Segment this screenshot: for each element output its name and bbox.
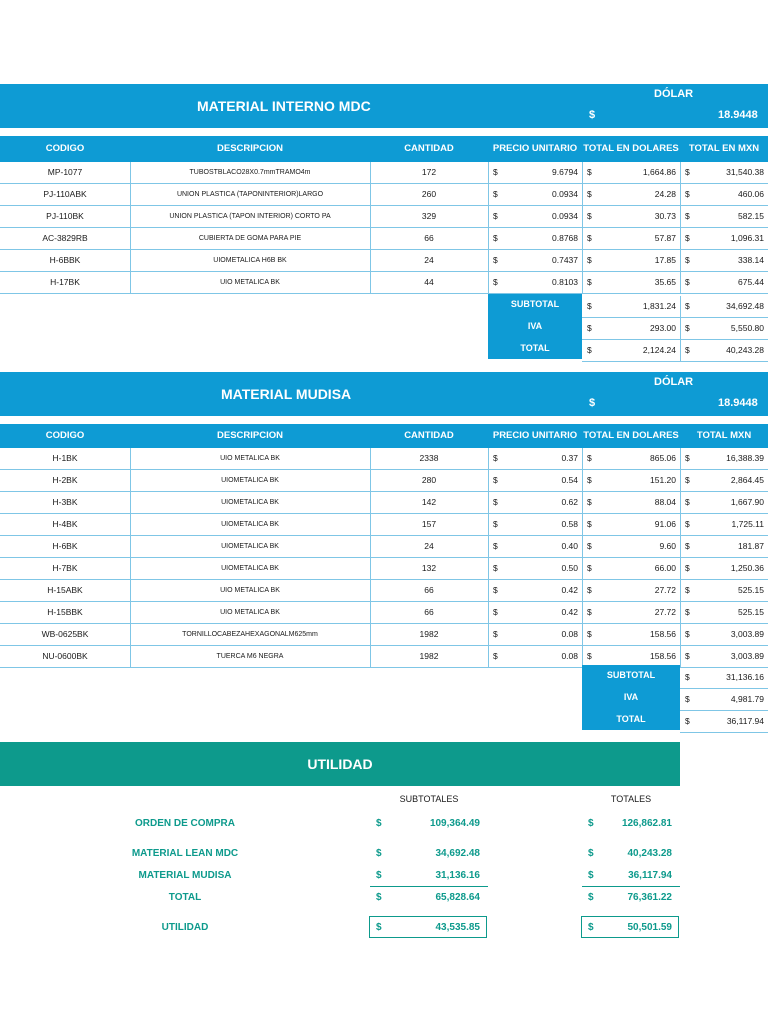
utilidad-title-bar [0, 742, 680, 786]
currency-symbol: $ [493, 541, 498, 551]
currency-symbol: $ [685, 497, 690, 507]
header-precio: PRECIO UNITARIO [492, 143, 578, 154]
utilidad-total: 50,501.59 [627, 922, 672, 933]
cell-total-dolares: 24.28 [654, 189, 676, 199]
header-codigo: CODIGO [45, 143, 85, 154]
header-descripcion: DESCRIPCION [217, 143, 283, 154]
cell-codigo: AC-3829RB [42, 233, 88, 243]
divider [370, 886, 488, 887]
section2-dolar-label: DÓLAR [654, 376, 694, 388]
cell-descripcion: UIO METALICA BK [220, 609, 280, 616]
currency-symbol: $ [685, 255, 690, 265]
currency-symbol: $ [685, 541, 690, 551]
summary-row [582, 318, 768, 340]
column-divider [582, 602, 583, 623]
column-divider [488, 228, 489, 249]
utilidad-total: 76,361.22 [627, 892, 672, 903]
cell-total-dolares: 865.06 [650, 453, 676, 463]
currency-symbol: $ [493, 255, 498, 265]
currency-symbol: $ [587, 167, 592, 177]
utilidad-subtotal-box [369, 916, 487, 938]
summary-mxn: 36,117.94 [726, 716, 764, 726]
table-row [0, 624, 768, 646]
column-divider [680, 340, 681, 361]
header-total-mxn: TOTAL MXN [696, 430, 752, 441]
column-divider [582, 624, 583, 645]
currency-symbol: $ [493, 629, 498, 639]
currency-symbol: $ [588, 922, 594, 933]
section1-total-label: TOTAL [520, 343, 550, 353]
cell-codigo: H-7BK [52, 563, 78, 573]
utilidad-total: 36,117.94 [628, 870, 672, 881]
currency-symbol: $ [587, 189, 592, 199]
currency-symbol: $ [587, 497, 592, 507]
currency-symbol: $ [493, 167, 498, 177]
currency-symbol: $ [685, 607, 690, 617]
cell-total-dolares: 27.72 [654, 585, 676, 595]
cell-total-dolares: 30.73 [654, 211, 676, 221]
cell-total-mxn: 3,003.89 [730, 651, 764, 661]
utilidad-total: 126,862.81 [621, 818, 672, 829]
currency-symbol: $ [493, 453, 498, 463]
utilidad-row-label: MATERIAL MUDISA [138, 870, 232, 881]
section2-iva-label: IVA [623, 692, 639, 702]
utilidad-title: UTILIDAD [307, 756, 373, 772]
currency-symbol: $ [493, 475, 498, 485]
cell-total-dolares: 1,664.86 [642, 167, 676, 177]
cell-total-dolares: 57.87 [654, 233, 676, 243]
currency-symbol: $ [376, 922, 382, 933]
cell-precio: 0.0934 [552, 211, 578, 221]
table-row [0, 536, 768, 558]
cell-cantidad: 280 [421, 475, 437, 485]
cell-total-dolares: 88.04 [654, 497, 676, 507]
column-divider [488, 492, 489, 513]
cell-codigo: H-6BK [52, 541, 78, 551]
cell-total-mxn: 181.87 [738, 541, 764, 551]
cell-codigo: H-15BBK [47, 607, 83, 617]
summary-mxn: 5,550.80 [730, 323, 764, 333]
cell-cantidad: 157 [421, 519, 437, 529]
cell-codigo: H-4BK [52, 519, 78, 529]
column-divider [488, 448, 489, 469]
currency-symbol: $ [685, 585, 690, 595]
cell-codigo: WB-0625BK [41, 629, 89, 639]
summary-mxn: 4,981.79 [730, 694, 764, 704]
cell-cantidad: 2338 [419, 453, 439, 463]
divider [582, 886, 680, 887]
cell-total-mxn: 1,250.36 [730, 563, 764, 573]
header-precio: PRECIO UNITARIO [492, 430, 578, 441]
column-divider [582, 250, 583, 271]
section2-title-bar [0, 372, 768, 416]
cell-codigo: PJ-110ABK [43, 189, 87, 199]
cell-precio: 0.40 [561, 541, 578, 551]
currency-symbol: $ [587, 345, 592, 355]
summary-mxn: 31,136.16 [726, 672, 764, 682]
currency-symbol: $ [587, 519, 592, 529]
column-divider [488, 624, 489, 645]
cell-total-mxn: 1,667.90 [730, 497, 764, 507]
currency-symbol: $ [587, 607, 592, 617]
cell-codigo: NU-0600BK [42, 651, 88, 661]
currency-symbol: $ [587, 541, 592, 551]
cell-precio: 0.7437 [552, 255, 578, 265]
column-divider [680, 162, 681, 183]
column-divider [582, 492, 583, 513]
column-divider [680, 602, 681, 623]
column-divider [488, 184, 489, 205]
table-row [0, 250, 768, 272]
currency-symbol: $ [685, 716, 690, 726]
header-codigo: CODIGO [45, 430, 85, 441]
table-row [0, 184, 768, 206]
cell-descripcion: UIOMETALICA BK [221, 521, 279, 528]
currency-symbol: $ [588, 870, 594, 881]
currency-symbol: $ [493, 233, 498, 243]
cell-total-mxn: 1,096.31 [730, 233, 764, 243]
cell-cantidad: 24 [424, 255, 434, 265]
utilidad-total-box [581, 916, 679, 938]
table-row [0, 470, 768, 492]
summary-dolares: 293.00 [650, 323, 676, 333]
cell-precio: 0.8768 [552, 233, 578, 243]
currency-symbol: $ [685, 233, 690, 243]
cell-codigo: H-15ABK [47, 585, 83, 595]
section1-subtotal-label: SUBTOTAL [510, 299, 560, 309]
currency-symbol: $ [685, 672, 690, 682]
currency-symbol: $ [587, 301, 592, 311]
header-descripcion: DESCRIPCION [217, 430, 283, 441]
cell-precio: 0.0934 [552, 189, 578, 199]
currency-symbol: $ [493, 189, 498, 199]
cell-descripcion: UIO METALICA BK [220, 587, 280, 594]
cell-descripcion: UIO METALICA BK [220, 455, 280, 462]
column-divider [680, 646, 681, 667]
column-divider [680, 624, 681, 645]
cell-descripcion: UIOMETALICA BK [221, 499, 279, 506]
currency-symbol: $ [685, 211, 690, 221]
currency-symbol: $ [685, 277, 690, 287]
column-divider [680, 250, 681, 271]
cell-codigo: H-1BK [52, 453, 78, 463]
column-divider [488, 536, 489, 557]
column-divider [582, 206, 583, 227]
cell-cantidad: 260 [421, 189, 437, 199]
cell-descripcion: UIOMETALICA BK [221, 565, 279, 572]
cell-cantidad: 24 [424, 541, 434, 551]
column-divider [582, 272, 583, 293]
column-divider [680, 184, 681, 205]
utilidad-subtotal: 65,828.64 [435, 892, 480, 903]
cell-codigo: H-6BBK [49, 255, 81, 265]
header-total-mxn: TOTAL EN MXN [688, 143, 760, 154]
section2-header-row [0, 424, 768, 448]
currency-symbol: $ [685, 519, 690, 529]
column-divider [680, 448, 681, 469]
summary-dolares: 1,831.24 [642, 301, 676, 311]
table-row [0, 514, 768, 536]
column-divider [582, 580, 583, 601]
utilidad-row-label: MATERIAL LEAN MDC [131, 848, 239, 859]
cell-descripcion: UNION PLASTICA (TAPON INTERIOR) CORTO PA [169, 213, 331, 220]
cell-total-dolares: 158.56 [650, 629, 676, 639]
section2-total-label: TOTAL [616, 714, 646, 724]
currency-symbol: $ [685, 453, 690, 463]
utilidad-total: 40,243.28 [627, 848, 672, 859]
column-divider [680, 492, 681, 513]
table-row [0, 558, 768, 580]
column-divider [488, 514, 489, 535]
cell-descripcion: TUBOSTBLACO28X0.7mmTRAMO4m [189, 169, 311, 176]
column-divider [488, 470, 489, 491]
cell-total-mxn: 1,725.11 [731, 519, 764, 529]
column-divider [582, 228, 583, 249]
cell-total-mxn: 675.44 [738, 277, 764, 287]
column-divider [488, 558, 489, 579]
cell-total-mxn: 16,388.39 [726, 453, 764, 463]
column-divider [680, 470, 681, 491]
column-divider [680, 318, 681, 339]
column-divider [680, 228, 681, 249]
cell-precio: 0.08 [561, 629, 578, 639]
cell-total-mxn: 525.15 [738, 585, 764, 595]
cell-cantidad: 44 [424, 277, 434, 287]
summary-mxn: 40,243.28 [726, 345, 764, 355]
currency-symbol: $ [376, 870, 382, 881]
section1-header-row [0, 136, 768, 162]
summary-row [680, 689, 768, 711]
cell-codigo: PJ-110BK [46, 211, 84, 221]
table-row [0, 206, 768, 228]
currency-symbol: $ [587, 323, 592, 333]
column-divider [680, 272, 681, 293]
cell-precio: 0.42 [561, 607, 578, 617]
currency-symbol: $ [588, 892, 594, 903]
currency-symbol: $ [587, 255, 592, 265]
currency-symbol: $ [685, 563, 690, 573]
cell-total-dolares: 91.06 [654, 519, 676, 529]
cell-cantidad: 66 [424, 607, 434, 617]
table-row [0, 602, 768, 624]
cell-descripcion: UIO METALICA BK [220, 279, 280, 286]
cell-cantidad: 172 [421, 167, 437, 177]
cell-precio: 9.6794 [552, 167, 578, 177]
currency-symbol: $ [587, 651, 592, 661]
cell-codigo: MP-1077 [47, 167, 83, 177]
cell-total-mxn: 338.14 [738, 255, 764, 265]
section2-subtotal-label: SUBTOTAL [606, 670, 656, 680]
cell-descripcion: CUBIERTA DE GOMA PARA PIE [198, 235, 302, 242]
currency-symbol: $ [493, 211, 498, 221]
cell-codigo: H-3BK [52, 497, 78, 507]
currency-symbol: $ [493, 277, 498, 287]
cell-descripcion: UIOMETALICA BK [221, 543, 279, 550]
currency-symbol: $ [493, 563, 498, 573]
table-row [0, 580, 768, 602]
cell-cantidad: 132 [421, 563, 437, 573]
cell-cantidad: 329 [421, 211, 437, 221]
currency-symbol: $ [587, 277, 592, 287]
section2-dolar-currency: $ [589, 397, 596, 409]
currency-symbol: $ [588, 848, 594, 859]
cell-cantidad: 142 [421, 497, 437, 507]
currency-symbol: $ [493, 651, 498, 661]
cell-cantidad: 66 [424, 233, 434, 243]
cell-total-mxn: 460.06 [738, 189, 764, 199]
currency-symbol: $ [588, 818, 594, 829]
header-total-dolares: TOTAL EN DOLARES [583, 143, 679, 154]
currency-symbol: $ [587, 629, 592, 639]
section1-dolar-label: DÓLAR [654, 88, 694, 100]
cell-total-dolares: 27.72 [654, 607, 676, 617]
cell-descripcion: UIOMETALICA H6B BK [213, 257, 287, 264]
header-total-dolares: TOTAL EN DOLARES [583, 430, 679, 441]
table-row [0, 448, 768, 470]
section1-dolar-value: 18.9448 [718, 109, 758, 121]
column-divider [680, 514, 681, 535]
utilidad-subtotal: 31,136.16 [435, 870, 480, 881]
cell-precio: 0.08 [561, 651, 578, 661]
column-divider [582, 514, 583, 535]
currency-symbol: $ [493, 519, 498, 529]
summary-row [680, 711, 768, 733]
currency-symbol: $ [685, 189, 690, 199]
currency-symbol: $ [587, 211, 592, 221]
table-row [0, 272, 768, 294]
column-divider [680, 558, 681, 579]
table-row [0, 492, 768, 514]
column-divider [488, 602, 489, 623]
cell-precio: 0.42 [561, 585, 578, 595]
column-divider [680, 536, 681, 557]
column-divider [680, 206, 681, 227]
cell-total-dolares: 158.56 [650, 651, 676, 661]
header-cantidad: CANTIDAD [404, 143, 454, 154]
utilidad-subtotal: 109,364.49 [429, 818, 480, 829]
currency-symbol: $ [587, 585, 592, 595]
currency-symbol: $ [685, 167, 690, 177]
section1-iva-label: IVA [527, 321, 543, 331]
column-divider [488, 580, 489, 601]
summary-row [582, 296, 768, 318]
cell-descripcion: UNION PLASTICA (TAPONINTERIOR)LARGO [176, 191, 324, 198]
header-cantidad: CANTIDAD [404, 430, 454, 441]
section1-title: MATERIAL INTERNO MDC [197, 98, 371, 114]
utilidad-row-label: UTILIDAD [161, 922, 209, 933]
utilidad-row-label: ORDEN DE COMPRA [134, 818, 235, 829]
currency-symbol: $ [376, 818, 382, 829]
column-divider [582, 162, 583, 183]
column-divider [582, 536, 583, 557]
utilidad-row-label: TOTAL [168, 892, 202, 903]
cell-cantidad: 66 [424, 585, 434, 595]
column-divider [582, 558, 583, 579]
column-divider [582, 184, 583, 205]
cell-codigo: H-17BK [50, 277, 80, 287]
utilidad-col-subtotales: SUBTOTALES [399, 794, 459, 804]
currency-symbol: $ [685, 629, 690, 639]
currency-symbol: $ [376, 848, 382, 859]
column-divider [488, 646, 489, 667]
cell-precio: 0.62 [561, 497, 578, 507]
cell-precio: 0.8103 [552, 277, 578, 287]
currency-symbol: $ [587, 233, 592, 243]
cell-precio: 0.37 [561, 453, 578, 463]
cell-total-mxn: 31,540.38 [726, 167, 764, 177]
cell-total-dolares: 66.00 [654, 563, 676, 573]
cell-total-mxn: 3,003.89 [730, 629, 764, 639]
cell-precio: 0.58 [561, 519, 578, 529]
utilidad-subtotal: 43,535.85 [435, 922, 480, 933]
currency-symbol: $ [376, 892, 382, 903]
cell-total-dolares: 151.20 [650, 475, 676, 485]
cell-total-mxn: 582.15 [738, 211, 764, 221]
currency-symbol: $ [587, 453, 592, 463]
cell-total-dolares: 35.65 [654, 277, 676, 287]
currency-symbol: $ [587, 563, 592, 573]
column-divider [488, 162, 489, 183]
currency-symbol: $ [685, 694, 690, 704]
cell-descripcion: TUERCA M6 NEGRA [216, 653, 284, 660]
summary-dolares: 2,124.24 [642, 345, 676, 355]
cell-cantidad: 1982 [419, 629, 439, 639]
currency-symbol: $ [685, 475, 690, 485]
cell-total-dolares: 17.85 [654, 255, 676, 265]
column-divider [680, 296, 681, 317]
summary-row [680, 667, 768, 689]
cell-cantidad: 1982 [419, 651, 439, 661]
currency-symbol: $ [685, 345, 690, 355]
currency-symbol: $ [587, 475, 592, 485]
column-divider [680, 580, 681, 601]
cell-total-dolares: 9.60 [659, 541, 676, 551]
table-row [0, 228, 768, 250]
cell-total-mxn: 2,864.45 [730, 475, 764, 485]
section1-summary-box [488, 294, 582, 359]
section1-dolar-currency: $ [589, 109, 596, 121]
currency-symbol: $ [685, 323, 690, 333]
currency-symbol: $ [493, 497, 498, 507]
cell-descripcion: UIOMETALICA BK [221, 477, 279, 484]
summary-mxn: 34,692.48 [726, 301, 764, 311]
section2-summary-box [582, 665, 680, 730]
column-divider [488, 206, 489, 227]
section2-title: MATERIAL MUDISA [221, 386, 352, 402]
column-divider [488, 250, 489, 271]
summary-row [582, 340, 768, 362]
column-divider [488, 272, 489, 293]
currency-symbol: $ [685, 651, 690, 661]
currency-symbol: $ [493, 585, 498, 595]
column-divider [582, 470, 583, 491]
table-row [0, 162, 768, 184]
cell-total-mxn: 525.15 [738, 607, 764, 617]
column-divider [582, 448, 583, 469]
cell-precio: 0.54 [561, 475, 578, 485]
utilidad-subtotal: 34,692.48 [435, 848, 480, 859]
column-divider [582, 646, 583, 667]
cell-descripcion: TORNILLOCABEZAHEXAGONALM625mm [182, 631, 318, 638]
utilidad-col-totales: TOTALES [610, 794, 652, 804]
cell-codigo: H-2BK [52, 475, 78, 485]
currency-symbol: $ [493, 607, 498, 617]
cell-precio: 0.50 [561, 563, 578, 573]
section2-dolar-value: 18.9448 [718, 397, 758, 409]
section1-title-bar [0, 84, 768, 128]
currency-symbol: $ [685, 301, 690, 311]
